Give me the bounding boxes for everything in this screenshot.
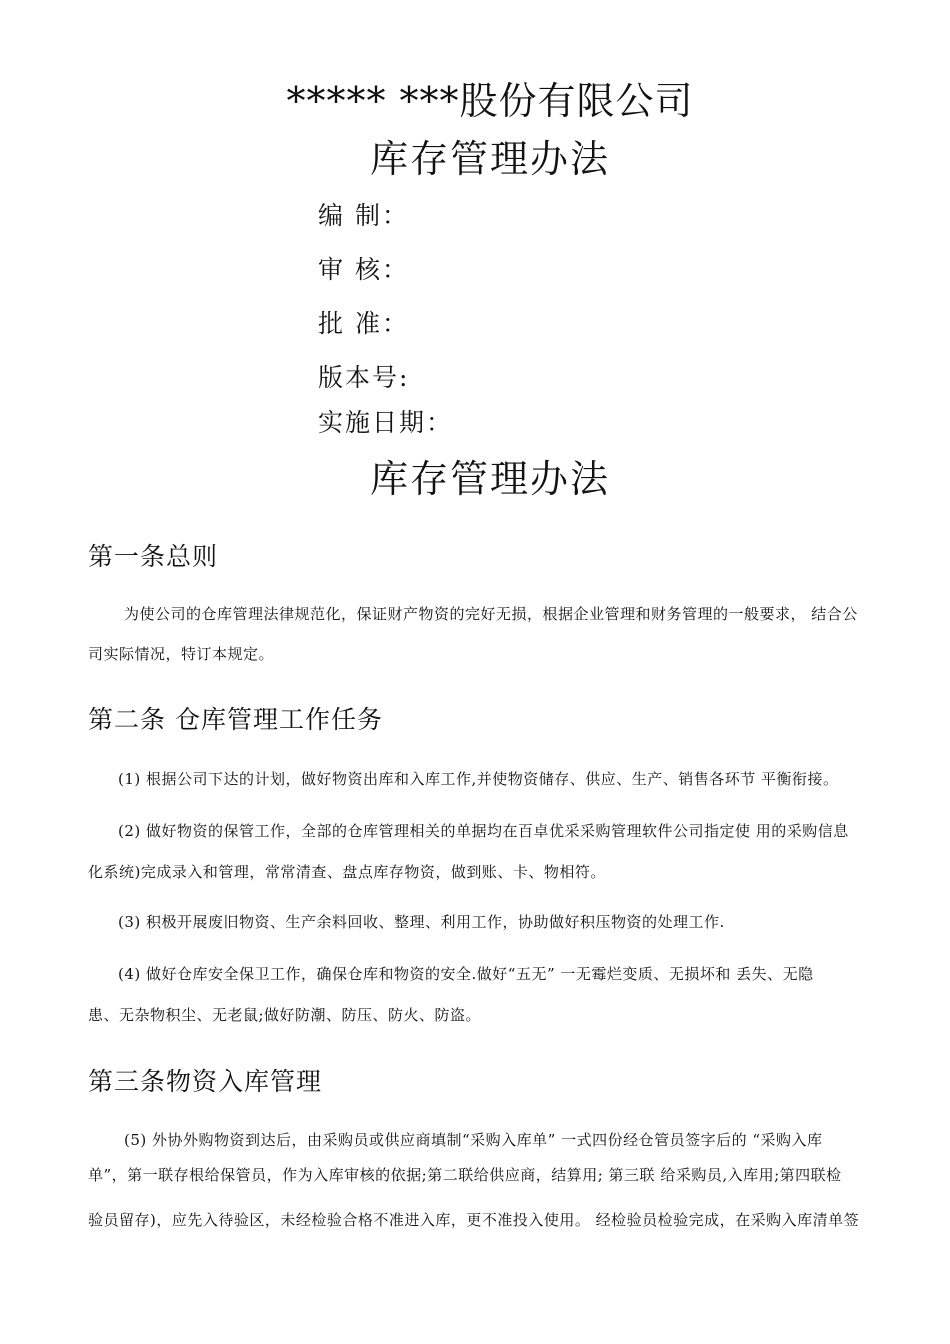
list-item: (2) 做好物资的保管工作，全部的仓库管理相关的单据均在百卓优采采购管理软件公司指定使 用的采购信息: [118, 822, 849, 840]
list-item: (1) 根据公司下达的计划，做好物资出库和入库工作,并使物资储存、供应、生产、销售各环节 平衡衔接。: [118, 770, 839, 788]
list-item: (3) 积极开展废旧物资、生产余料回收、整理、利用工作，协助做好积压物资的处理工作.: [118, 913, 725, 931]
prepared-by-field: 编 制：: [318, 201, 409, 230]
paragraph-line: 为使公司的仓库管理法律规范化，保证财产物资的完好无损，根据企业管理和财务管理的一般要求， 结合公: [124, 605, 858, 623]
paragraph-line: 单”，第一联存根给保管员，作为入库审核的依据;第二联给供应商，结算用; 第三联 给采购员,入库用;第四联检: [88, 1166, 842, 1184]
version-field: 版本号:: [318, 363, 410, 392]
body-title: 库存管理办法: [369, 457, 610, 501]
paragraph-line: 司实际情况，特订本规定。: [88, 645, 275, 663]
list-item-continuation: 患、无杂物积尘、无老鼠;做好防潮、防压、防火、防盗。: [88, 1006, 482, 1024]
list-item-continuation: 化系统)完成录入和管理，常常清查、盘点库存物资，做到账、卡、物相符。: [88, 863, 606, 881]
reviewed-by-field: 审 核：: [318, 255, 409, 284]
document-title: 库存管理办法: [369, 137, 610, 181]
company-name: ***** ***股份有限公司: [286, 79, 694, 123]
section-heading: 第一条总则: [88, 542, 219, 571]
section-heading: 第三条物资入库管理: [88, 1067, 323, 1096]
paragraph-line: 验员留存)，应先入待验区，未经检验合格不准进入库，更不准投入使用。 经检验员检验完成，在采购入库清单签: [88, 1211, 860, 1229]
list-item: (4) 做好仓库安全保卫工作，确保仓库和物资的安全.做好“五无” 一无霉烂变质、无损坏和 丢失、无隐: [118, 965, 814, 983]
effective-date-field: 实施日期：: [318, 408, 454, 437]
section-heading: 第二条 仓库管理工作任务: [88, 705, 383, 734]
paragraph-line: (5) 外协外购物资到达后，由采购员或供应商填制“采购入库单” 一式四份经仓管员签字后的 “采购入库: [124, 1131, 823, 1149]
approved-by-field: 批 准：: [318, 309, 409, 338]
